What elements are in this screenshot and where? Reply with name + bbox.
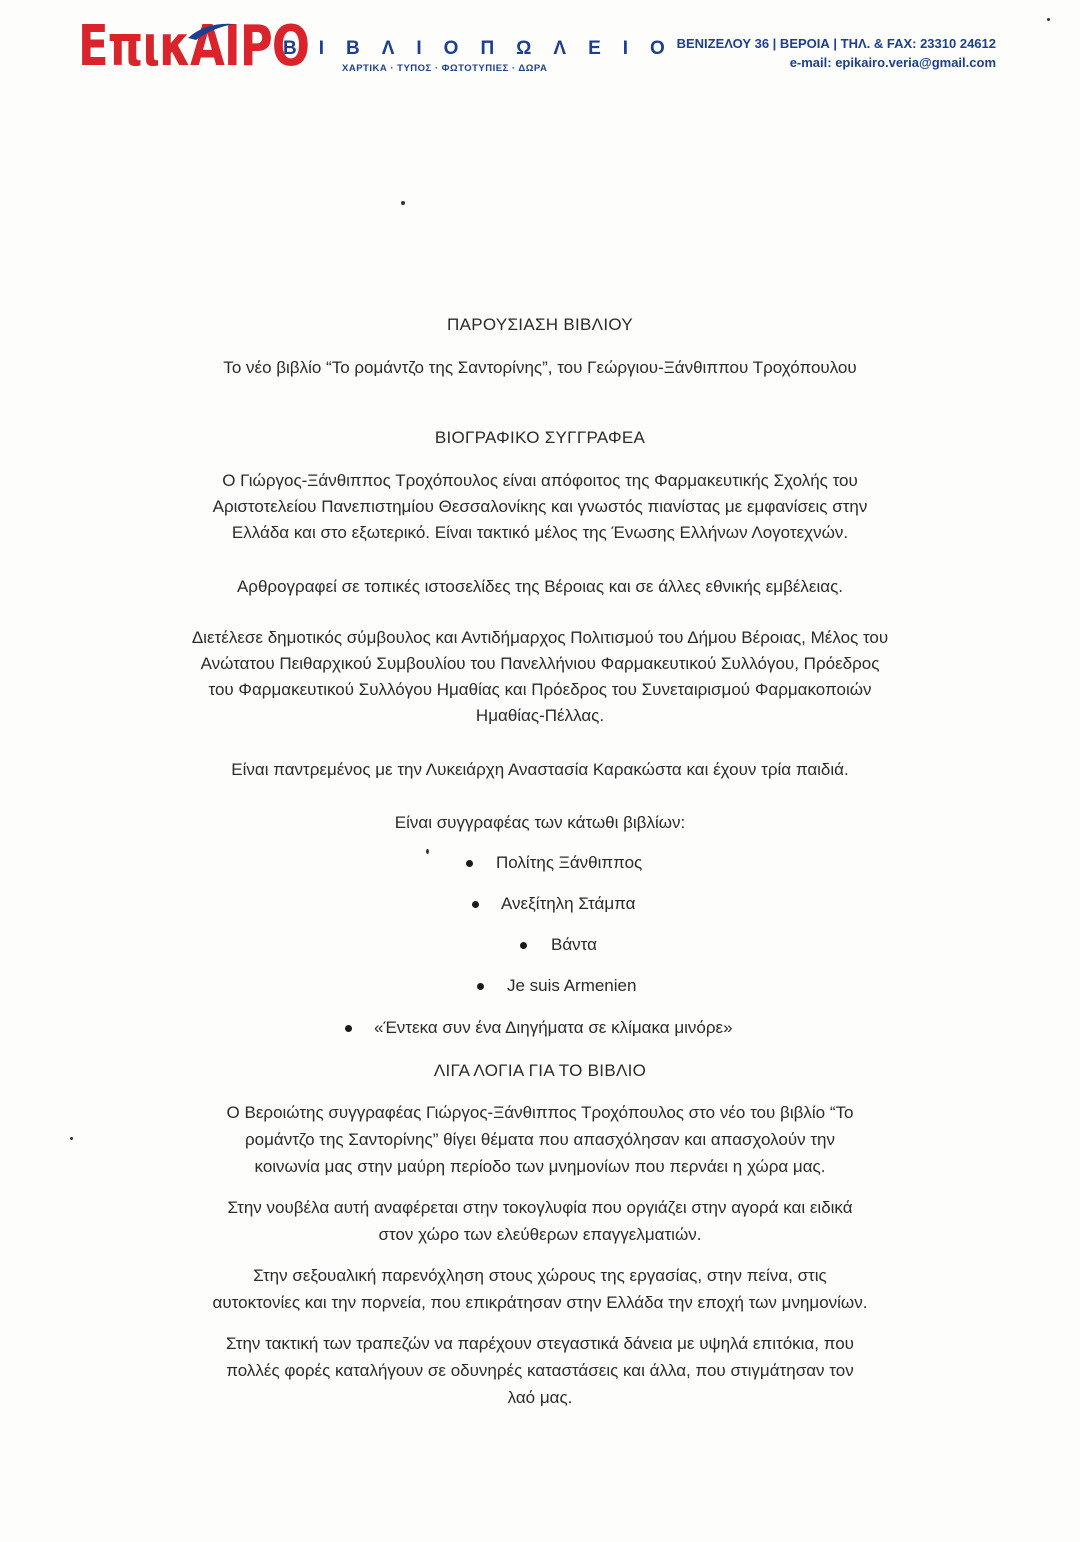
scan-speck — [401, 201, 405, 205]
about-paragraph-line: Στην σεξουαλική παρενόχληση στους χώρους της εργασίας, στην πείνα, στις — [253, 1266, 827, 1285]
bullet-icon — [520, 942, 527, 949]
book-item: Βάντα — [551, 935, 597, 954]
letterhead — [0, 0, 1080, 100]
book-item: Je suis Armenien — [507, 976, 637, 995]
logo-swoosh-icon — [186, 20, 236, 42]
about-paragraph-line: λαό μας. — [507, 1388, 573, 1407]
bio-paragraph-line: Είναι παντρεμένος με την Λυκειάρχη Αναστασία Καρακώστα και έχουν τρία παιδιά. — [231, 760, 849, 779]
bio-paragraph-line: Ανώτατου Πειθαρχικού Συμβουλίου του Πανελλήνιου Φαρμακευτικού Συλλόγου, Πρόεδρος — [200, 654, 880, 673]
address-line: ΒΕΝΙΖΕΛΟΥ 36 | ΒΕΡΟΙΑ | ΤΗΛ. & FAX: 23310 24612 — [676, 36, 996, 51]
bio-paragraph-line: Ελλάδα και στο εξωτερικό. Είναι τακτικό μέλος της Ένωσης Ελλήνων Λογοτεχνών. — [231, 523, 849, 542]
contact-info — [677, 34, 996, 72]
about-paragraph-line: Ο Βεροιώτης συγγραφέας Γιώργος-Ξάνθιππος Τροχόπουλος στο νέο του βιβλίο “Το — [226, 1103, 854, 1122]
scan-speck — [426, 849, 429, 854]
bullet-icon — [472, 901, 479, 908]
scan-speck — [1047, 18, 1050, 21]
about-paragraph-line: αυτοκτονίες και την πορνεία, που επικράτησαν στην Ελλάδα την εποχή των μνημονίων. — [212, 1293, 868, 1312]
books-intro: Είναι συγγραφέας των κάτωθι βιβλίων: — [394, 813, 686, 832]
presentation-intro: Το νέο βιβλίο “Το ρομάντζο της Σαντορίνης”, του Γεώργιου-Ξάνθιππου Τροχόπουλου — [223, 358, 857, 377]
book-item: Πολίτης Ξάνθιππος — [496, 853, 643, 872]
bio-paragraph-line: Αρθρογραφεί σε τοπικές ιστοσελίδες της Βέροιας και σε άλλες εθνικής εμβέλειας. — [236, 577, 844, 596]
bio-paragraph-line: του Φαρμακευτικού Συλλόγου Ημαθίας και Πρόεδρος του Συνεταιρισμού Φαρμακοποιών — [208, 680, 872, 699]
about-paragraph-line: ρομάντζο της Σαντορίνης” θίγει θέματα που απασχόλησαν και απασχολούν την — [244, 1130, 836, 1149]
shop-subtitle: ΧΑΡΤΙΚΑ · ΤΥΠΟΣ · ΦΩΤΟΤΥΠΙΕΣ · ΔΩΡΑ — [342, 63, 548, 74]
about-paragraph-line: Στην τακτική των τραπεζών να παρέχουν στεγαστικά δάνεια με υψηλά επιτόκια, που — [226, 1334, 854, 1353]
bullet-icon — [345, 1025, 352, 1032]
email-line: e-mail: epikairo.veria@gmail.com — [789, 55, 996, 70]
about-paragraph-line: Στην νουβέλα αυτή αναφέρεται στην τοκογλυφία που οργιάζει στην αγορά και ειδικά — [227, 1198, 853, 1217]
book-item: Ανεξίτηλη Στάμπα — [501, 894, 636, 913]
bio-paragraph-line: Αριστοτελείου Πανεπιστημίου Θεσσαλονίκης και γνωστός πιανίστας με εμφανίσεις στην — [212, 497, 868, 516]
book-item: «Έντεκα συν ένα Διηγήματα σε κλίμακα μινόρε» — [374, 1018, 733, 1037]
bullet-icon — [477, 983, 484, 990]
presentation-heading: ΠΑΡΟΥΣΙΑΣΗ ΒΙΒΛΙΟΥ — [447, 315, 633, 334]
bio-paragraph-line: Διετέλεσε δημοτικός σύμβουλος και Αντιδήμαρχος Πολιτισμού του Δήμου Βέροιας, Μέλος του — [191, 628, 889, 647]
shop-logo: ΕπικΑΙΡΟ — [78, 14, 310, 79]
about-paragraph-line: πολλές φορές καταλήγουν σε οδυνηρές καταστάσεις και άλλα, που στιγμάτησαν τον — [226, 1361, 854, 1380]
biography-heading: ΒΙΟΓΡΑΦΙΚΟ ΣΥΓΓΡΑΦΕΑ — [434, 428, 646, 447]
bio-paragraph-line: Ο Γιώργος-Ξάνθιππος Τροχόπουλος είναι απόφοιτος της Φαρμακευτικής Σχολής του — [222, 471, 858, 490]
bio-paragraph-line: Ημαθίας-Πέλλας. — [475, 706, 605, 725]
about-paragraph-line: στον χώρο των ελεύθερων επαγγελματιών. — [378, 1225, 702, 1244]
about-paragraph-line: κοινωνία μας στην μαύρη περίοδο των μνημονίων που περνάει η χώρα μας. — [254, 1157, 826, 1176]
shop-title: ΒΙΒΛΙΟΠΩΛΕΙΟ — [283, 38, 687, 59]
about-book-heading: ΛΙΓΑ ΛΟΓΙΑ ΓΙΑ ΤΟ ΒΙΒΛΙΟ — [433, 1061, 647, 1080]
bullet-icon — [466, 860, 473, 867]
